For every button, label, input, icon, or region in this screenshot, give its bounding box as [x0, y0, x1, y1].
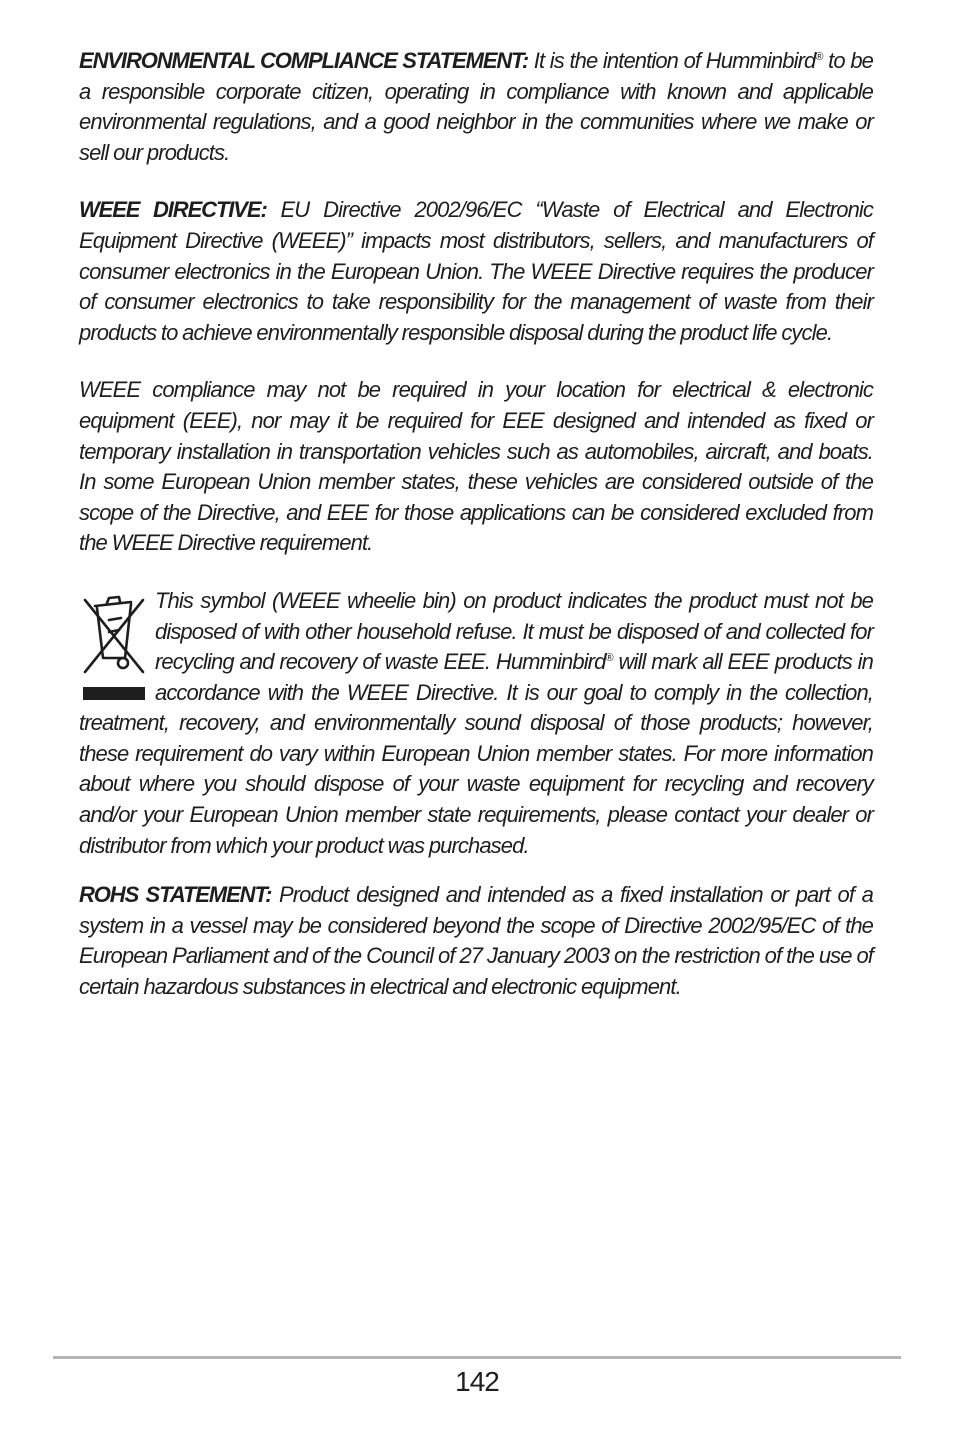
document-body: [79, 46, 873, 1030]
weee-directive-paragraph: [79, 195, 873, 348]
rohs-statement-heading: ROHS STATEMENT:: [79, 882, 272, 908]
crossed-out-wheelie-bin-icon: [79, 592, 149, 702]
page-number: 142: [455, 1366, 499, 1397]
rohs-statement-text: Product designed and intended as a fixed installation or part of a system in a vessel may be considered beyond the scope of Directive 2002/95/EC of the European Parliament and of the Council of 27 January 2003 on the restriction of the use of certain hazardous substances in electrical and electronic equipment.: [79, 882, 873, 1000]
footer-divider: [53, 1356, 901, 1359]
weee-compliance-paragraph: WEEE compliance may not be required in your location for electrical & electronic equipment (EEE), nor may it be required for EEE designed and intended as fixed or temporary installation in transportation vehicles such as automobiles, aircraft, and boats. In some European Union member states, these vehicles are considered outside of the scope of the Directive, and EEE for those applications can be considered excluded from the WEEE Directive requirement.: [79, 377, 873, 556]
registered-mark: ®: [605, 652, 613, 665]
weee-symbol-text-part2: will mark all EEE products in accordance with the WEEE Directive. It is our goal to comply in the collection, treatment, recovery, and environmentally sound disposal of those products; however, these requirement do vary within European Union member states. For more information about where you should dispose of your waste equipment for recycling and recovery and/or your European Union member state requirements, please contact your dealer or distributor from which your product was purchased.: [79, 649, 873, 858]
weee-directive-text: EU Directive 2002/96/EC “Waste of Electrical and Electronic Equipment Directive (WEEE)” impacts most distributors, sellers, and manufacturers of consumer electronics in the European Union. The WEEE Directive requires the producer of consumer electronics to take responsibility for the management of waste from their products to achieve environmentally responsible disposal during the product life cycle.: [79, 197, 873, 345]
environmental-compliance-heading: ENVIRONMENTAL COMPLIANCE STATEMENT:: [79, 48, 529, 73]
rohs-statement-paragraph: [79, 880, 873, 1002]
weee-directive-heading: WEEE DIRECTIVE:: [79, 197, 267, 223]
weee-symbol-paragraph: [79, 586, 873, 861]
environmental-text-part2: to be a responsible corporate citizen, operating in compliance with known and applicable environmental regulations, and a good neighbor in the communities where we make or sell our products.: [79, 48, 873, 165]
registered-mark: ®: [815, 51, 823, 63]
environmental-compliance-paragraph: [79, 46, 873, 168]
environmental-text-part1: It is the intention of Humminbird: [528, 48, 816, 73]
weee-symbol-text-part1: This symbol (WEEE wheelie bin) on product indicates the product must not be disposed of with other household refuse. It must be disposed of and collected for recycling and recovery of waste EEE. Humminbird: [155, 587, 873, 675]
